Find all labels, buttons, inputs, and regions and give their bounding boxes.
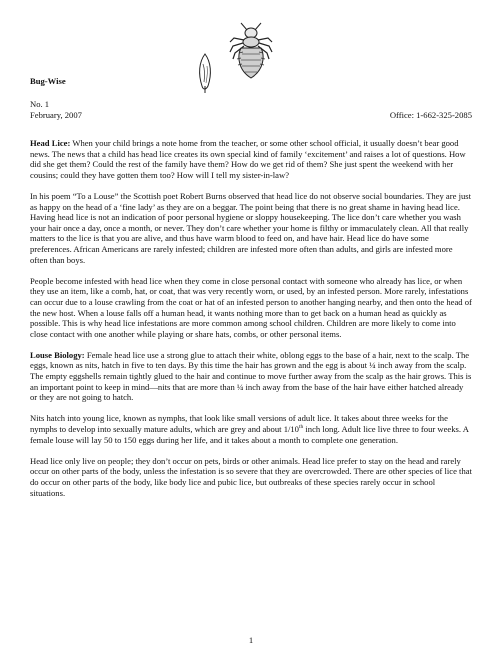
paragraph-nymphs: [30, 413, 472, 445]
superscript-th: th: [298, 424, 304, 431]
page-number: 1: [248, 635, 254, 645]
heading-head-lice: Head Lice:: [30, 138, 71, 148]
paragraph-robert-burns: In his poem “To a Louse” the Scottish poet Robert Burns observed that head lice do not observe social boundaries. They are just as happy on the head of a ‘fine lady’ as they are on a beggar. The point being that there is no great shame in having head lice. Having head lice is not an indication of poor personal hygiene or sloppy housekeeping. The lice don’t care whether you wash your hair once a day, once a month, or never. They don’t care whether your home is filthy or immaculately clean. All that really matters to the lice is that you are alive, and thus have warm blood to feed on, and have hair. Head lice do have some preferences. African Americans are rarely infested; children are infested more often than adults, and girls are infested more often than boys.: [30, 190, 471, 265]
issue-date: February, 2007: [30, 110, 82, 120]
paragraph-text: When your child brings a note home from the teacher, or some other school official, it usually doesn’t bear good news. The news that a child has head lice creates its own special kind of family ‘excitement’ and raises a lot of questions. How did she get them? Could the rest of the family have them? How do we get rid of them? She just spent the weekend with her cousins; could they have gotten them too? How will I tell my sister-in-law?: [30, 138, 466, 180]
head-louse-illustration: [226, 22, 276, 82]
paragraph-text: inch long. Adult lice live three to four weeks. A female louse will lay 50 to 150 eggs during her life, and it takes about a month to complete one generation.: [30, 424, 469, 445]
office-phone: Office: 1-662-325-2085: [389, 110, 472, 120]
heading-louse-biology: Louse Biology:: [30, 349, 85, 360]
newsletter-title: Bug-Wise: [30, 76, 66, 86]
paragraph-louse-biology: [30, 350, 472, 403]
paragraph-infestation: People become infested with head lice when they come in close personal contact with someone who already has lice, or when they use an item, like a comb, hat, or coat, that was very recently worn, or used, by an infested person. More rarely, infestations can occur due to a louse crawling from the coat or hat of an infested person to another hanging nearby, and then onto the head of the new host. When a louse falls off a human head, it wants nothing more than to get back on a human head as quickly as possible. This is why head lice infestations are more common among school children. Children are more likely to come into close contact with one another while playing or share hats, combs, or other personal items.: [30, 275, 472, 339]
issue-number: No. 1: [30, 99, 50, 109]
paragraph-hosts: Head lice only live on people; they don’t occur on pets, birds or other animals. Head lice prefer to stay on the head and rarely occur on other parts of the body, unless the infestation is so severe that they are overcrowded. There are other species of lice that do occur on other parts of the body, like body lice and pubic lice, but outbreaks of these species rarely occur in school situations.: [30, 455, 472, 498]
paragraph-text: Nits hatch into young lice, known as nymphs, that look like small versions of adult lice. It takes about three weeks for the nymphs to develop into sexually mature adults, which are grey and about 1/10: [30, 413, 448, 435]
paragraph-head-lice: [30, 138, 472, 180]
paragraph-text: Female head lice use a strong glue to attach their white, oblong eggs to the base of a hair, next to the scalp. The eggs, known as nits, hatch in five to ten days. By this time the hair has grown and the egg is about ¼ inch away from the scalp. The empty eggshells remain tightly glued to the hair and continue to move further away from the scalp as the hair grows. This is an important point to keep in mind—nits that are more than ¼ inch away from the base of the hair have either hatched already or they are not going to hatch.: [30, 349, 472, 403]
article-body: [30, 138, 472, 509]
nit-egg-illustration: [194, 52, 216, 94]
